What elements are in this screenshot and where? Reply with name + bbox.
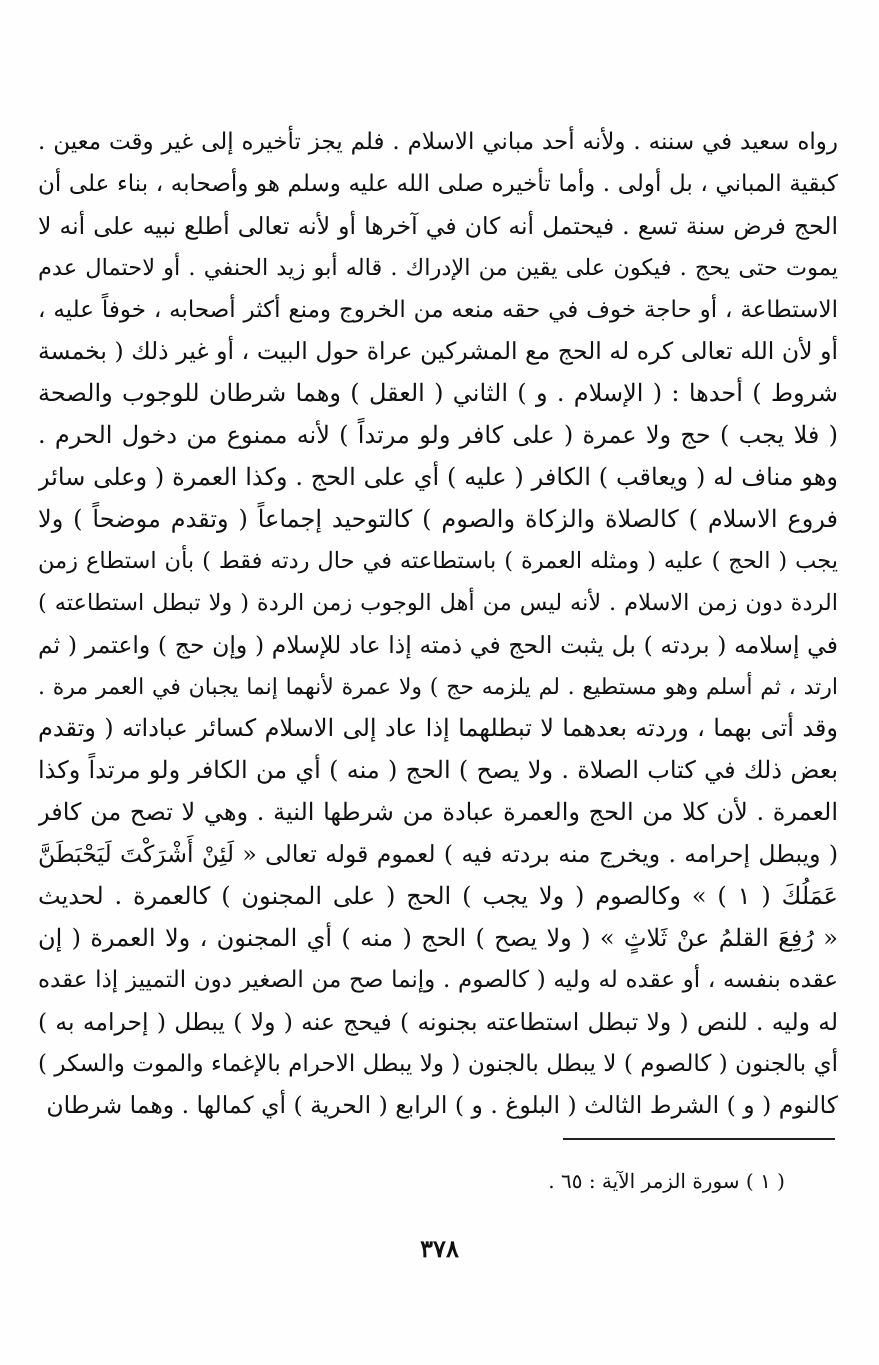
text-line: عقده بنفسه ، أو عقده له وليه ( كالصوم . وإنما صح من الصغير دون التمييز إذا عقده: [38, 966, 838, 993]
text-line: عَمَلُكَ ( ١ ) » وكالصوم ( ولا يجب ) الحج ( على المجنون ) كالعمرة . لحديث: [38, 882, 838, 911]
text-line: وقد أتى بهما ، وردته بعدهما لا تبطلهما إذا عاد إلى الاسلام كسائر عباداته ( وتقدم: [38, 714, 838, 743]
text-line: الردة دون زمن الاسلام . لأنه ليس من أهل الوجوب زمن الردة ( ولا تبطل استطاعته ): [38, 589, 838, 616]
text-line: بعض ذلك في كتاب الصلاة . ولا يصح ) الحج ( منه ) أي من الكافر ولو مرتداً وكذا: [38, 756, 838, 785]
text-line: وهو مناف له ( ويعاقب ) الكافر ( عليه ) أي على الحج . وكذا العمرة ( وعلى سائر: [38, 463, 838, 492]
text-line: شروط ) أحدها : ( الإسلام . و ) الثاني ( العقل ) وهما شرطان للوجوب والصحة: [38, 379, 838, 408]
text-line: العمرة . لأن كلا من الحج والعمرة عبادة من شرطها النية . وهي لا تصح من كافر: [38, 798, 838, 827]
footnote-divider: [563, 1138, 835, 1140]
text-line: كبقية المباني ، بل أولى . وأما تأخيره صلى الله عليه وسلم هو وأصحابه ، بناء على أن: [38, 170, 838, 197]
text-line: ( ويبطل إحرامه . ويخرج منه بردته فيه ) لعموم قوله تعالى « لَئِنْ أَشْرَكْتَ لَيَحْبَطَنَّ: [38, 840, 838, 869]
text-line: يجب ( الحج ) عليه ( ومثله العمرة ) باستطاعته في حال ردته فقط ) بأن استطاع زمن: [38, 547, 838, 574]
text-line: الاستطاعة ، أو حاجة خوف في حقه منعه من الخروج ومنع أكثر أصحابه ، خوفاً عليه ،: [38, 296, 838, 323]
text-line: أو لأن الله تعالى كره له الحج مع المشركين عراة حول البيت ، أو غير ذلك ( بخمسة: [38, 337, 838, 366]
text-line: فروع الاسلام ) كالصلاة والزكاة والصوم ) كالتوحيد إجماعاً ( وتقدم موضحاً ) ولا: [38, 505, 838, 534]
text-line: يموت حتى يحج . فيكون على يقين من الإدراك . قاله أبو زيد الحنفي . أو لاحتمال عدم: [38, 254, 838, 281]
text-line: ارتد ، ثم أسلم وهو مستطيع . لم يلزمه حج ) ولا عمرة لأنهما إنما يجبان في العمر مرة .: [38, 674, 838, 700]
text-line: كالنوم ( و ) الشرط الثالث ( البلوغ . و ) الرابع ( الحرية ) أي كمالها . وهما شرطان: [46, 1091, 838, 1120]
text-line: رواه سعيد في سننه . ولأنه أحد مباني الاسلام . فلم يجز تأخيره إلى غير وقت معين .: [38, 129, 838, 155]
text-line: له وليه . للنص ( ولا تبطل استطاعته بجنونه ) فيحج عنه ( ولا ) يبطل ( إحرامه به ): [38, 1007, 838, 1036]
page-number: ٣٧٨: [420, 1234, 459, 1263]
body-text: [38, 122, 838, 1127]
text-line: أي بالجنون ( كالصوم ) لا يبطل بالجنون ( ولا يبطل الاحرام بالإغماء والموت والسكر ): [38, 1050, 838, 1077]
footnote: ( ١ ) سورة الزمر الآية : ٦٥ .: [548, 1169, 785, 1193]
text-line: « رُفِعَ القلمُ عنْ ثَلاثٍ » ( ولا يصح ) الحج ( منه ) أي المجنون ، ولا العمرة ( إن: [38, 923, 838, 952]
text-line: الحج فرض سنة تسع . فيحتمل أنه كان في آخرها أو لأنه تعالى أطلع نبيه على أنه لا: [38, 211, 838, 240]
text-line: ( فلا يجب ) حج ولا عمرة ( على كافر ولو مرتداً ) لأنه ممنوع من دخول الحرم .: [38, 421, 838, 450]
text-line: في إسلامه ( بردته ) بل يثبت الحج في ذمته إذا عاد للإسلام ( وإن حج ) واعتمر ( ثم: [38, 630, 838, 659]
